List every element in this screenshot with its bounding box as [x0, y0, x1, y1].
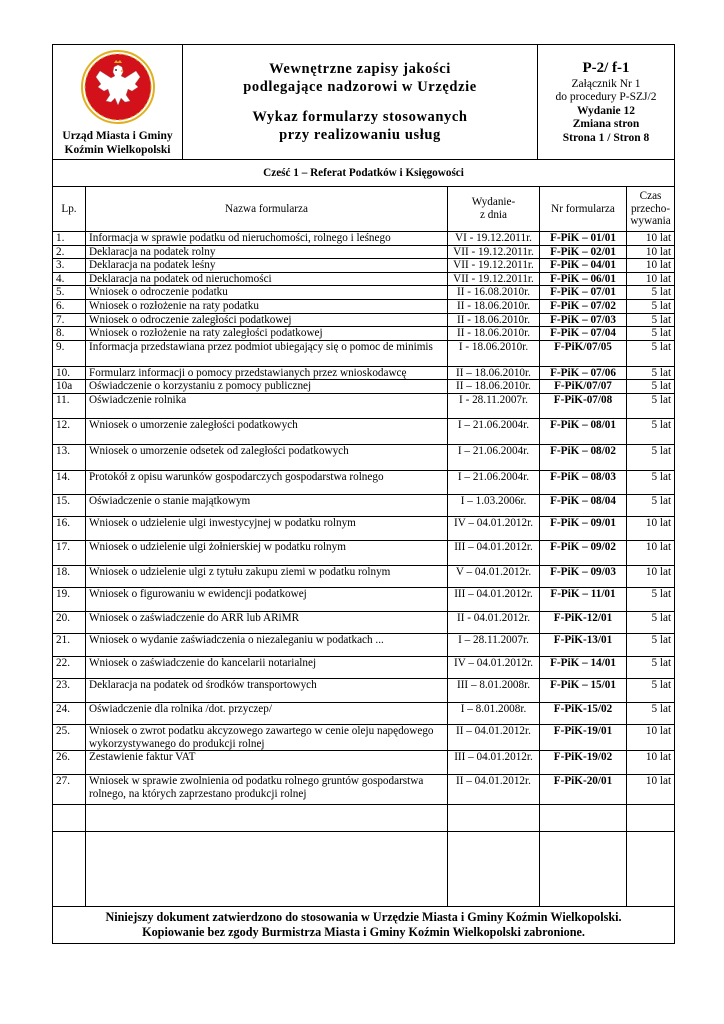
- row-form-number: F-PiK – 09/03: [540, 565, 627, 587]
- section-title: Cześć 1 – Referat Podatków i Księgowości: [53, 160, 675, 187]
- row-form-number: F-PiK-19/01: [540, 724, 627, 750]
- row-form-number: F-PiK – 08/04: [540, 494, 627, 516]
- col-retention: [627, 187, 675, 232]
- org-name-line1: Urząd Miasta i Gminy: [62, 130, 173, 142]
- section-row: [53, 160, 675, 187]
- row-form-number: F-PiK – 01/01: [540, 232, 627, 246]
- row-retention: 5 lat: [627, 299, 675, 313]
- row-form-number: F-PiK-12/01: [540, 611, 627, 633]
- table-row: [53, 393, 675, 418]
- table-row: [53, 444, 675, 470]
- row-form-name: Zestawienie faktur VAT: [86, 751, 448, 775]
- row-edition: II – 04.01.2012r.: [448, 724, 540, 750]
- doc-title-line2: podlegające nadzorowi w Urzędzie: [243, 79, 477, 95]
- row-form-name: Wniosek o udzielenie ulgi z tytułu zakupu ziemi w podatku rolnym: [86, 565, 448, 587]
- row-edition: II - 18.06.2010r.: [448, 313, 540, 327]
- row-form-number: F-PiK-20/01: [540, 775, 627, 805]
- row-lp: 8.: [53, 327, 86, 341]
- row-lp: 17.: [53, 540, 86, 565]
- row-form-number: F-PiK – 09/01: [540, 516, 627, 540]
- row-form-number: F-PiK – 08/02: [540, 444, 627, 470]
- row-retention: 5 lat: [627, 494, 675, 516]
- forms-table: [52, 160, 675, 944]
- row-form-number: F-PiK – 04/01: [540, 259, 627, 273]
- table-row: [53, 656, 675, 678]
- col-retention-line2: przecho-: [630, 202, 671, 215]
- row-retention: 10 lat: [627, 775, 675, 805]
- row-form-name: Deklaracja na podatek rolny: [86, 245, 448, 259]
- row-lp: 13.: [53, 444, 86, 470]
- row-retention: 10 lat: [627, 245, 675, 259]
- row-edition: VII - 19.12.2011r.: [448, 245, 540, 259]
- row-form-name: Wniosek o wydanie zaświadczenia o niezaleganiu w podatkach ...: [86, 633, 448, 656]
- document-page: [52, 44, 674, 944]
- row-lp: 9.: [53, 340, 86, 366]
- row-lp: 14.: [53, 470, 86, 494]
- row-form-number: F-PiK – 09/02: [540, 540, 627, 565]
- row-retention: 5 lat: [627, 656, 675, 678]
- row-lp: 6.: [53, 299, 86, 313]
- table-row: [53, 587, 675, 611]
- row-edition: V – 04.01.2012r.: [448, 565, 540, 587]
- row-form-number: F-PiK – 02/01: [540, 245, 627, 259]
- row-edition: I – 1.03.2006r.: [448, 494, 540, 516]
- row-edition: I – 21.06.2004r.: [448, 470, 540, 494]
- row-form-number: F-PiK – 07/04: [540, 327, 627, 341]
- table-row: [53, 633, 675, 656]
- table-row: [53, 470, 675, 494]
- row-lp: 12.: [53, 418, 86, 444]
- col-form-nr: Nr formularza: [540, 187, 627, 232]
- row-edition: VII - 19.12.2011r.: [448, 259, 540, 273]
- row-form-name: Deklaracja na podatek leśny: [86, 259, 448, 273]
- table-row: [53, 245, 675, 259]
- row-retention: 5 lat: [627, 393, 675, 418]
- table-row: [53, 286, 675, 300]
- row-form-name: Deklaracja na podatek od środków transportowych: [86, 678, 448, 702]
- row-form-name: Oświadczenie rolnika: [86, 393, 448, 418]
- table-row: [53, 418, 675, 444]
- row-edition: VII - 19.12.2011r.: [448, 272, 540, 286]
- footer-line2: Kopiowanie bez zgody Burmistrza Miasta i Gminy Koźmin Wielkopolski zabronione.: [142, 925, 585, 940]
- row-edition: VI - 19.12.2011r.: [448, 232, 540, 246]
- row-form-name: Wniosek o zwrot podatku akcyzowego zawartego w cenie oleju napędowego wykorzystywanego do produkcji rolnej: [86, 724, 448, 750]
- row-edition: I - 18.06.2010r.: [448, 340, 540, 366]
- row-form-name: Wniosek o udzielenie ulgi żołnierskiej w podatku rolnym: [86, 540, 448, 565]
- row-lp: 3.: [53, 259, 86, 273]
- row-lp: 10.: [53, 366, 86, 380]
- table-row: [53, 259, 675, 273]
- row-retention: 5 lat: [627, 418, 675, 444]
- table-row: [53, 702, 675, 724]
- row-form-name: Oświadczenie o korzystaniu z pomocy publicznej: [86, 380, 448, 394]
- row-form-name: Wniosek o figurowaniu w ewidencji podatkowej: [86, 587, 448, 611]
- row-form-name: Wniosek w sprawie zwolnienia od podatku rolnego gruntów gospodarstwa rolnego, na których zaprzestano produkcji rolnej: [86, 775, 448, 805]
- row-lp: 2.: [53, 245, 86, 259]
- row-retention: 10 lat: [627, 232, 675, 246]
- row-edition: III – 04.01.2012r.: [448, 540, 540, 565]
- edition-label: Wydanie 12: [576, 104, 636, 117]
- footer-row: [53, 907, 675, 944]
- row-lp: 18.: [53, 565, 86, 587]
- footer-line1: Niniejszy dokument zatwierdzono do stosowania w Urzędzie Miasta i Gminy Koźmin Wielkopolski.: [105, 910, 622, 925]
- row-form-name: Oświadczenie dla rolnika /dot. przyczep/: [86, 702, 448, 724]
- row-form-name: Protokół z opisu warunków gospodarczych gospodarstwa rolnego: [86, 470, 448, 494]
- table-row: [53, 313, 675, 327]
- row-edition: III – 04.01.2012r.: [448, 751, 540, 775]
- row-lp: 20.: [53, 611, 86, 633]
- row-form-number: F-PiK-15/02: [540, 702, 627, 724]
- table-body: [53, 232, 675, 805]
- table-row: [53, 494, 675, 516]
- row-form-name: Wniosek o odroczenie zaległości podatkowej: [86, 313, 448, 327]
- row-edition: II – 04.01.2012r.: [448, 775, 540, 805]
- col-edition: [448, 187, 540, 232]
- doc-title-line1: Wewnętrzne zapisy jakości: [269, 61, 451, 77]
- row-form-name: Informacja w sprawie podatku od nieruchomości, rolnego i leśnego: [86, 232, 448, 246]
- row-edition: II – 18.06.2010r.: [448, 380, 540, 394]
- col-lp: Lp.: [53, 187, 86, 232]
- table-row: [53, 540, 675, 565]
- row-lp: 4.: [53, 272, 86, 286]
- row-edition: II - 18.06.2010r.: [448, 299, 540, 313]
- row-form-number: F-PiK – 07/01: [540, 286, 627, 300]
- row-retention: 5 lat: [627, 340, 675, 366]
- row-edition: I - 28.11.2007r.: [448, 393, 540, 418]
- row-edition: I – 21.06.2004r.: [448, 418, 540, 444]
- page-info: Strona 1 / Stron 8: [562, 131, 650, 144]
- row-retention: 5 lat: [627, 611, 675, 633]
- row-retention: 5 lat: [627, 327, 675, 341]
- row-form-number: F-PiK – 07/03: [540, 313, 627, 327]
- row-lp: 26.: [53, 751, 86, 775]
- procedure-label: do procedury P-SZJ/2: [555, 91, 657, 104]
- table-row: [53, 751, 675, 775]
- row-form-name: Wniosek o umorzenie odsetek od zaległości podatkowych: [86, 444, 448, 470]
- row-edition: II - 04.01.2012r.: [448, 611, 540, 633]
- row-lp: 19.: [53, 587, 86, 611]
- column-header-row: [53, 187, 675, 232]
- row-retention: 10 lat: [627, 259, 675, 273]
- row-form-number: F-PiK – 14/01: [540, 656, 627, 678]
- row-form-name: Wniosek o umorzenie zaległości podatkowych: [86, 418, 448, 444]
- empty-row: [53, 832, 675, 907]
- table-row: [53, 272, 675, 286]
- row-form-name: Wniosek o odroczenie podatku: [86, 286, 448, 300]
- table-row: [53, 678, 675, 702]
- row-form-number: F-PiK – 08/03: [540, 470, 627, 494]
- table-row: [53, 380, 675, 394]
- row-retention: 5 lat: [627, 444, 675, 470]
- row-form-number: F-PiK – 06/01: [540, 272, 627, 286]
- table-row: [53, 775, 675, 805]
- table-row: [53, 366, 675, 380]
- table-row: [53, 299, 675, 313]
- row-lp: 11.: [53, 393, 86, 418]
- meta-cell: [538, 45, 675, 160]
- row-retention: 10 lat: [627, 751, 675, 775]
- col-edition-line1: Wydanie-: [471, 196, 516, 209]
- row-edition: I – 28.11.2007r.: [448, 633, 540, 656]
- row-form-number: F-PiK – 08/01: [540, 418, 627, 444]
- table-row: [53, 232, 675, 246]
- pages-change-label: Zmiana stron: [572, 118, 640, 131]
- row-form-name: Informacja przedstawiana przez podmiot ubiegający się o pomoc de minimis: [86, 340, 448, 366]
- row-lp: 23.: [53, 678, 86, 702]
- attachment-label: Załącznik Nr 1: [571, 77, 641, 90]
- row-edition: II - 16.08.2010r.: [448, 286, 540, 300]
- col-edition-line2: z dnia: [479, 209, 508, 221]
- row-form-number: F-PiK – 07/06: [540, 366, 627, 380]
- row-form-name: Wniosek o zaświadczenie do ARR lub ARiMR: [86, 611, 448, 633]
- row-lp: 10a: [53, 380, 86, 394]
- footer-note: [53, 907, 675, 944]
- table-row: [53, 724, 675, 750]
- row-edition: I – 8.01.2008r.: [448, 702, 540, 724]
- col-name: Nazwa formularza: [86, 187, 448, 232]
- row-edition: II - 18.06.2010r.: [448, 327, 540, 341]
- col-retention-line3: wywania: [630, 215, 671, 228]
- row-retention: 10 lat: [627, 516, 675, 540]
- row-form-number: F-PiK – 15/01: [540, 678, 627, 702]
- row-retention: 5 lat: [627, 470, 675, 494]
- row-lp: 25.: [53, 724, 86, 750]
- col-retention-line1: Czas: [639, 190, 662, 203]
- row-lp: 27.: [53, 775, 86, 805]
- row-lp: 5.: [53, 286, 86, 300]
- row-lp: 24.: [53, 702, 86, 724]
- table-row: [53, 516, 675, 540]
- row-lp: 7.: [53, 313, 86, 327]
- row-retention: 5 lat: [627, 633, 675, 656]
- row-lp: 15.: [53, 494, 86, 516]
- table-row: [53, 327, 675, 341]
- row-form-name: Wniosek o udzielenie ulgi inwestycyjnej w podatku rolnym: [86, 516, 448, 540]
- row-form-number: F-PiK/07/07: [540, 380, 627, 394]
- row-edition: I – 21.06.2004r.: [448, 444, 540, 470]
- row-edition: III – 8.01.2008r.: [448, 678, 540, 702]
- row-form-number: F-PiK-07/08: [540, 393, 627, 418]
- row-form-number: F-PiK – 11/01: [540, 587, 627, 611]
- row-form-name: Deklaracja na podatek od nieruchomości: [86, 272, 448, 286]
- row-form-name: Wniosek o rozłożenie na raty podatku: [86, 299, 448, 313]
- row-form-number: F-PiK/07/05: [540, 340, 627, 366]
- row-lp: 22.: [53, 656, 86, 678]
- table-row: [53, 611, 675, 633]
- header-table: [52, 44, 675, 160]
- doc-subtitle-line2: przy realizowaniu usług: [279, 127, 441, 143]
- row-retention: 5 lat: [627, 702, 675, 724]
- row-edition: III – 04.01.2012r.: [448, 587, 540, 611]
- row-form-name: Wniosek o rozłożenie na raty zaległości podatkowej: [86, 327, 448, 341]
- row-retention: 5 lat: [627, 313, 675, 327]
- table-row: [53, 340, 675, 366]
- row-lp: 1.: [53, 232, 86, 246]
- row-retention: 5 lat: [627, 587, 675, 611]
- row-retention: 10 lat: [627, 724, 675, 750]
- row-edition: II – 18.06.2010r.: [448, 366, 540, 380]
- row-edition: IV – 04.01.2012r.: [448, 656, 540, 678]
- row-form-name: Wniosek o zaświadczenie do kancelarii notarialnej: [86, 656, 448, 678]
- row-form-name: Formularz informacji o pomocy przedstawianych przez wnioskodawcę: [86, 366, 448, 380]
- org-name-line2: Koźmin Wielkopolski: [64, 144, 171, 156]
- table-row: [53, 565, 675, 587]
- title-cell: [183, 45, 538, 160]
- row-edition: IV – 04.01.2012r.: [448, 516, 540, 540]
- row-retention: 5 lat: [627, 286, 675, 300]
- row-retention: 5 lat: [627, 678, 675, 702]
- row-form-number: F-PiK-13/01: [540, 633, 627, 656]
- empty-row: [53, 805, 675, 832]
- doc-subtitle-line1: Wykaz formularzy stosowanych: [252, 109, 468, 125]
- row-retention: 10 lat: [627, 565, 675, 587]
- row-lp: 21.: [53, 633, 86, 656]
- row-retention: 10 lat: [627, 272, 675, 286]
- row-retention: 5 lat: [627, 380, 675, 394]
- logo-cell: [53, 45, 183, 160]
- doc-code: P-2/ f-1: [582, 59, 630, 76]
- row-form-number: F-PiK-19/02: [540, 751, 627, 775]
- row-lp: 16.: [53, 516, 86, 540]
- row-retention: 5 lat: [627, 366, 675, 380]
- row-form-name: Oświadczenie o stanie majątkowym: [86, 494, 448, 516]
- coat-of-arms-icon: [78, 49, 158, 125]
- row-form-number: F-PiK – 07/02: [540, 299, 627, 313]
- row-retention: 10 lat: [627, 540, 675, 565]
